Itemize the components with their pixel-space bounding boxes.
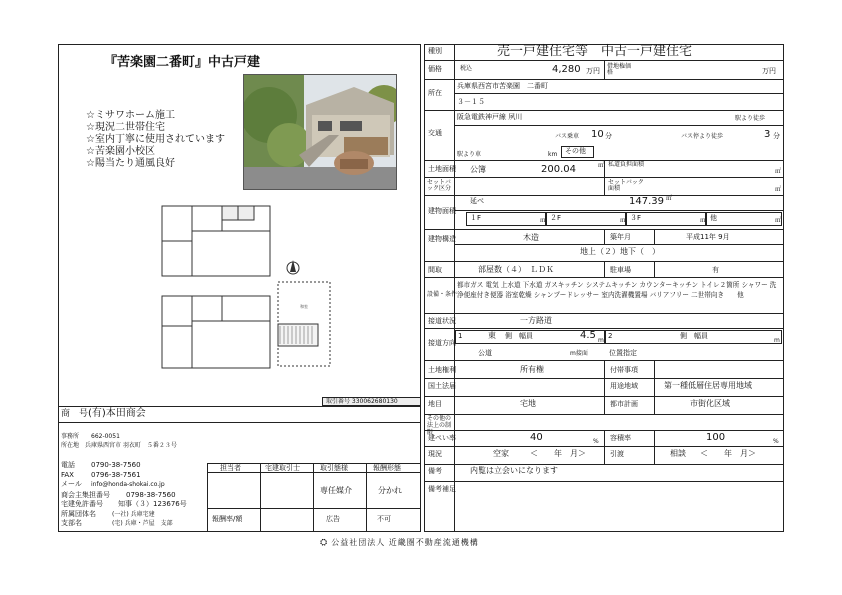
floor-area-ratio-value: 100 bbox=[706, 432, 726, 443]
lease-price-label: 借地権価格 bbox=[607, 63, 632, 76]
road-1-width-unit: m bbox=[598, 337, 604, 344]
feature-item: ☆現況二世帯住宅 bbox=[86, 122, 165, 133]
property-address: 兵庫県西宮市苦楽園 二番町 bbox=[457, 82, 548, 90]
property-type: 売一戸建住宅等 中古一戸建住宅 bbox=[497, 44, 693, 59]
floor-area-ratio-unit: % bbox=[773, 438, 779, 445]
house-photo-drawing bbox=[244, 75, 396, 189]
use-area-label: 用途地域 bbox=[610, 382, 638, 390]
setback-area-unit: ㎡ bbox=[775, 186, 782, 193]
listing-title: 『苦楽園二番町』中古戸建 bbox=[104, 55, 261, 70]
north-arrow-icon bbox=[287, 260, 299, 274]
contact-number: 0798-38-7560 bbox=[126, 491, 176, 499]
road-direction-label: 接道方向 bbox=[428, 339, 456, 347]
setback-label: セットバック区分 bbox=[427, 179, 452, 192]
license-label: 宅建免許番号 bbox=[61, 500, 103, 508]
attached-items-label: 付帯事項 bbox=[610, 366, 638, 374]
land-area-kind: 公簿 bbox=[470, 165, 486, 174]
remarks-value: 内覧は立会いになります bbox=[470, 466, 558, 475]
feature-item: ☆陽当たり通風良好 bbox=[86, 158, 175, 169]
price-label: 価格 bbox=[428, 65, 442, 73]
bus-ride-label: バス乗車 bbox=[555, 133, 580, 140]
tel-label: 電話 bbox=[61, 461, 75, 469]
tel-number: 0790-38-7560 bbox=[91, 461, 141, 469]
road-2-width-unit: m bbox=[774, 337, 780, 344]
use-area-value: 第一種低層住居専用地域 bbox=[664, 381, 752, 390]
branch-name: (宅) 兵庫・芦屋 支部 bbox=[112, 520, 173, 527]
road-2-width-label: 側 幅員 bbox=[680, 332, 708, 340]
station-car-label: 駅より車 bbox=[457, 151, 482, 158]
current-status-label: 現況 bbox=[428, 450, 442, 458]
other-restrictions-label: その他の法上の制限 bbox=[427, 415, 452, 436]
floor-other-label: 他 bbox=[710, 214, 717, 222]
road-status-label: 接道状況 bbox=[428, 317, 456, 325]
floor-2-label: ２F bbox=[550, 214, 562, 222]
assoc-name: (一社) 兵庫宅建 bbox=[112, 511, 155, 518]
current-status-date: ＜ 年 月＞ bbox=[530, 449, 586, 458]
floor-other-unit: ㎡ bbox=[775, 217, 782, 224]
floor-area-ratio-label: 容積率 bbox=[610, 434, 631, 442]
postal-code: 662-0051 bbox=[91, 433, 120, 440]
parking-value: 有 bbox=[712, 266, 719, 274]
floor-3-label: ３F bbox=[630, 214, 642, 222]
city-plan-value: 市街化区域 bbox=[690, 399, 730, 408]
fee-type-header: 報酬形態 bbox=[373, 464, 401, 472]
fax-label: FAX bbox=[61, 471, 74, 479]
price-unit: 万円 bbox=[586, 67, 600, 75]
price-sub: 税込 bbox=[460, 65, 473, 72]
train-line: 阪急電鉄神戸線 夙川 bbox=[457, 113, 523, 121]
contract-number: 取引番号 330062680130 bbox=[326, 398, 398, 405]
remarks-supplement-label: 備考補足 bbox=[428, 485, 456, 493]
land-area-label: 土地面積 bbox=[428, 165, 456, 173]
road-contact-label: m接面 bbox=[570, 350, 588, 357]
land-category-value: 宅地 bbox=[520, 399, 536, 408]
license-number: 知事（３）123676号 bbox=[118, 500, 187, 508]
road-1-width: 4.5 bbox=[580, 330, 596, 341]
lease-price-unit: 万円 bbox=[762, 67, 776, 75]
branch-label: 支部名 bbox=[61, 519, 82, 527]
building-area-label: 建物面積 bbox=[428, 207, 456, 215]
station-car-unit: km bbox=[548, 151, 558, 158]
position-designation-label: 位置指定 bbox=[609, 349, 637, 357]
feature-item: ☆苦楽園小校区 bbox=[86, 146, 155, 157]
layout-value: 部屋数（４） ＬＤＫ bbox=[478, 265, 554, 274]
floors-value: 地上（２）地下（ ） bbox=[580, 247, 660, 256]
floor-plan-drawing bbox=[150, 196, 340, 386]
company-name-label: 商 号 bbox=[61, 409, 89, 419]
house-photo bbox=[243, 74, 397, 190]
land-right-value: 所有権 bbox=[520, 365, 544, 374]
station-walk-label: 駅より徒歩 bbox=[735, 115, 766, 122]
coverage-ratio-label: 建ぺい率 bbox=[428, 434, 456, 442]
private-road-label: 私道負担面積 bbox=[608, 161, 645, 168]
other-label: その他 bbox=[565, 147, 586, 155]
reward-label: 報酬率/額 bbox=[212, 515, 243, 523]
land-area-unit: ㎡ bbox=[598, 162, 605, 169]
coverage-ratio-value: 40 bbox=[530, 432, 543, 443]
remarks-label: 備考 bbox=[428, 467, 442, 475]
ad-label: 広告 bbox=[326, 515, 340, 523]
national-land-law-label: 国土法届 bbox=[428, 382, 456, 390]
price-value: 4,280 bbox=[552, 64, 581, 75]
facility-value: 都市ガス 電気 上水道 下水道 ガスキッチン システムキッチン カウンターキッチン トイレ２箇所 シャワー 洗浄便座付き便器 浴室乾燥 シャンプードレッサー 室内洗濯機置場 バリアフリー 二世帯向き 他 bbox=[457, 281, 777, 299]
contact-label: 商会主集担番号 bbox=[61, 491, 110, 499]
organization-logo-icon: ⛭ bbox=[320, 537, 328, 548]
total-floor-area: 147.39 bbox=[629, 196, 664, 207]
assoc-label: 所属団体名 bbox=[61, 510, 96, 518]
bus-walk-unit: 分 bbox=[773, 132, 780, 140]
road-1-side: 東 bbox=[488, 331, 496, 340]
land-area-value: 200.04 bbox=[541, 164, 576, 175]
bus-walk-label: バス停より徒歩 bbox=[681, 133, 724, 140]
built-value: 平成11年 9月 bbox=[686, 233, 730, 241]
road-1-width-label: 側 幅員 bbox=[505, 332, 533, 340]
feature-item: ☆ミサワホーム施工 bbox=[86, 110, 175, 121]
private-road-unit: ㎡ bbox=[775, 168, 782, 175]
deal-type-value: 専任媒介 bbox=[320, 486, 352, 495]
floor-2-unit: ㎡ bbox=[620, 217, 627, 224]
floor-3-unit: ㎡ bbox=[700, 217, 707, 224]
traffic-label: 交通 bbox=[428, 129, 442, 137]
road-2-number: 2 bbox=[608, 332, 613, 340]
total-floor-label: 延べ bbox=[470, 197, 484, 205]
structure-value: 木造 bbox=[523, 233, 539, 242]
address-label: 所在 bbox=[428, 89, 442, 97]
structure-label: 建物構造 bbox=[428, 235, 456, 243]
footer-organization: 公益社団法人 近畿圏不動産流通機構 bbox=[331, 538, 479, 547]
floor-other-box bbox=[706, 212, 782, 226]
handover-date: ＜ 年 月＞ bbox=[700, 449, 756, 458]
road-1-number: 1 bbox=[458, 332, 463, 340]
address-label: 所在地 bbox=[61, 442, 80, 449]
city-plan-label: 都市計画 bbox=[610, 400, 638, 408]
property-address-2: ３－１５ bbox=[457, 98, 485, 106]
handover-value: 相談 bbox=[670, 449, 686, 458]
bus-ride-minutes: 10 bbox=[591, 129, 604, 140]
agent-header: 担当者 bbox=[220, 464, 241, 472]
setback-area-label: セットバック面積 bbox=[608, 179, 644, 192]
floor-1-label: １F bbox=[470, 214, 482, 222]
coverage-ratio-unit: % bbox=[593, 438, 599, 445]
road-public-label: 公道 bbox=[478, 349, 492, 357]
mail-address[interactable]: info@honda-shokai.co.jp bbox=[91, 481, 165, 488]
parking-label: 駐車場 bbox=[610, 266, 631, 274]
footer bbox=[320, 537, 479, 548]
floor-plans bbox=[150, 196, 340, 386]
road-status-value: 一方路道 bbox=[520, 316, 552, 325]
land-right-label: 土地権利 bbox=[428, 366, 456, 374]
plan-label: 和室 bbox=[300, 304, 308, 309]
built-label: 築年月 bbox=[610, 233, 631, 241]
handover-label: 引渡 bbox=[610, 450, 624, 458]
land-category-label: 地目 bbox=[428, 400, 442, 408]
bus-walk-minutes: 3 bbox=[764, 129, 771, 140]
ad-value: 不可 bbox=[377, 515, 391, 523]
total-floor-unit: ㎡ bbox=[666, 195, 673, 202]
layout-label: 間取 bbox=[428, 266, 442, 274]
company-address: 兵庫県西宮市 羽衣町 ５番２３号 bbox=[85, 442, 177, 449]
facility-label: 設備・条件 bbox=[427, 291, 458, 298]
fee-type-value: 分かれ bbox=[378, 486, 402, 495]
office-label: 事務所 bbox=[61, 433, 80, 440]
feature-list bbox=[86, 111, 225, 171]
bus-ride-unit: 分 bbox=[605, 132, 612, 140]
floor-1-unit: ㎡ bbox=[540, 217, 547, 224]
broker-header: 宅建取引士 bbox=[265, 464, 300, 472]
company-name: (有)本田商会 bbox=[88, 408, 146, 419]
fax-number: 0796-38-7561 bbox=[91, 471, 141, 479]
feature-item: ☆室内丁寧に使用されています bbox=[86, 134, 225, 145]
mail-label: メール bbox=[61, 480, 82, 488]
current-status-value: 空家 bbox=[493, 449, 509, 458]
deal-type-header: 取引態様 bbox=[320, 464, 348, 472]
type-label: 種別 bbox=[428, 47, 442, 55]
